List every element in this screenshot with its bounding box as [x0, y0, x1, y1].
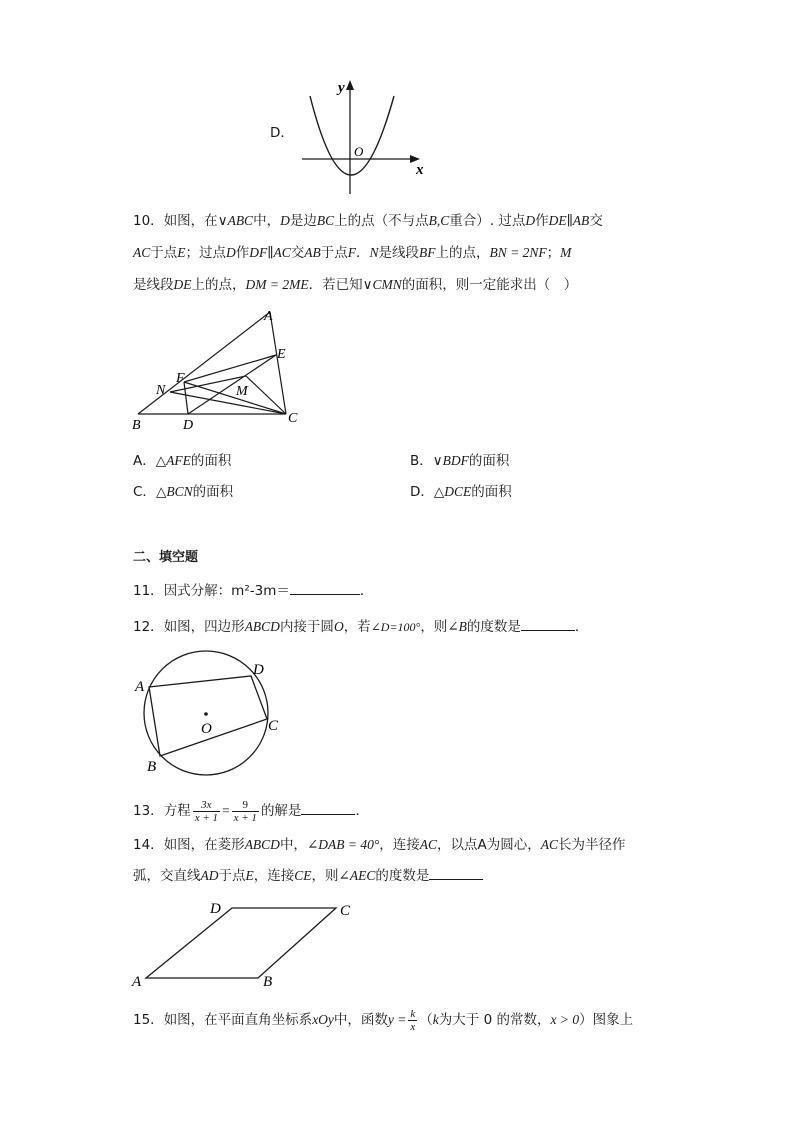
- parabola-graph: [296, 76, 436, 201]
- q14-line1: 14．如图，在菱形ABCD中，∠DAB = 40°，连接AC，以点A为圆心，AC长为半径作: [133, 837, 626, 853]
- fig12-label-B: B: [147, 759, 157, 775]
- fig10-label-E: E: [277, 347, 286, 362]
- section-title: 二、填空题: [133, 550, 199, 565]
- option-d-label: D．: [270, 125, 294, 141]
- q11-text: 11．因式分解：m²-3m＝ ．: [133, 583, 374, 599]
- fig10-label-C: C: [288, 411, 298, 426]
- q11-answer-blank: [290, 582, 360, 595]
- q15-text: 15．如图，在平面直角坐标系xOy中，函数y = $\frac{k}{x}$ （k为大于 0 的常数，x > 0）图象上: [133, 1007, 634, 1033]
- q10-line2: AC于点E；过点D作DF∥AC交AB于点F．N是线段BF上的点，BN = 2NF；M: [133, 245, 572, 261]
- q10-option-b[interactable]: B．∨BDF的面积: [410, 453, 510, 469]
- q14-answer-blank: [429, 867, 483, 880]
- q10-option-c[interactable]: C．△BCN的面积: [133, 484, 234, 500]
- fig14-label-B: B: [263, 974, 273, 990]
- q10-line1: 10．如图，在∨ABC中，D是边BC上的点（不与点B,C重合）. 过点D作DE∥AB交: [133, 213, 603, 229]
- q10-option-a[interactable]: A．△AFE的面积: [133, 453, 232, 469]
- q14-line2: 弧，交直线AD于点E，连接CE，则∠AEC的度数是: [133, 867, 483, 885]
- x-axis-label: x: [416, 162, 424, 178]
- q15-fraction: $\frac{k}{x}$: [410, 1007, 416, 1033]
- q10-triangle-figure: [128, 304, 308, 434]
- fig10-label-A: A: [264, 309, 273, 324]
- q13-fraction-right: $\frac{9}{x + 1}$: [233, 798, 257, 824]
- fig12-label-A: A: [135, 679, 145, 695]
- fig14-label-A: A: [132, 974, 142, 990]
- q10-option-d[interactable]: D．△DCE的面积: [410, 484, 512, 500]
- q13-fraction-left: $\frac{3x}{x + 1}$: [194, 798, 218, 824]
- fig12-label-D: D: [253, 662, 264, 678]
- q14-rhombus-figure: [128, 896, 368, 991]
- fig12-label-O: O: [201, 721, 212, 737]
- fig14-label-D: D: [210, 901, 221, 917]
- fig12-label-C: C: [268, 718, 279, 734]
- fig10-label-B: B: [132, 418, 141, 433]
- y-axis-label: y: [338, 80, 345, 96]
- fig10-label-N: N: [156, 383, 166, 398]
- q13-text: 13．方程 $\frac{3x}{x + 1}$ = $\frac{9}{x + 1}$ 的解是 ．: [133, 798, 369, 824]
- q12-circle-figure: [130, 650, 290, 780]
- origin-label: O: [354, 144, 364, 159]
- q12-answer-blank: [521, 618, 575, 631]
- q13-answer-blank: [301, 802, 355, 815]
- fig10-label-D: D: [183, 418, 194, 433]
- fig10-label-F: F: [176, 371, 185, 386]
- q12-text: 12．如图，四边形ABCD内接于圆O，若∠D=100°，则∠B的度数是 ．: [133, 619, 589, 635]
- fig10-label-M: M: [236, 384, 248, 399]
- y-axis-arrow-icon: [346, 80, 354, 90]
- q10-line3: 是线段DE上的点，DM = 2ME．若已知∨CMN的面积，则一定能求出（ ）: [133, 277, 578, 293]
- center-point-icon: [204, 712, 208, 716]
- fig14-label-C: C: [340, 903, 351, 919]
